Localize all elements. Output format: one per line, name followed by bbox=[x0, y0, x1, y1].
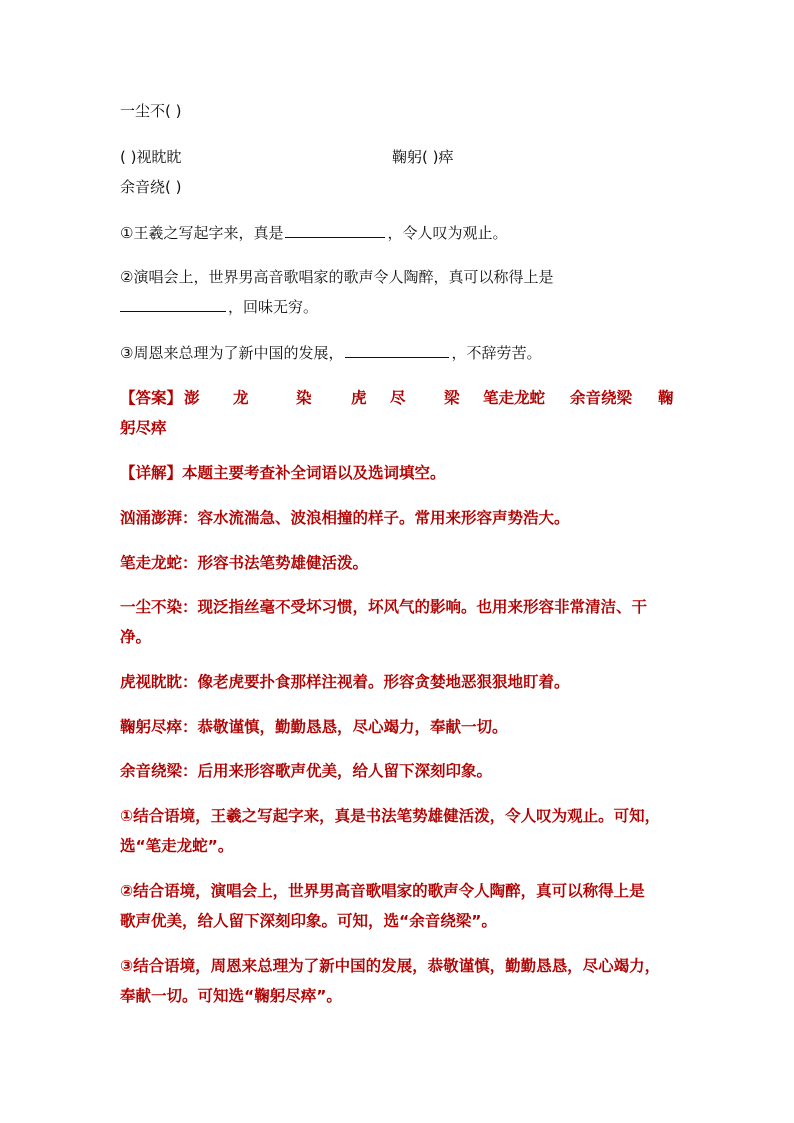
answer-item: 尽 bbox=[390, 389, 406, 407]
answer-blank bbox=[120, 297, 226, 312]
answer-item: 澎 bbox=[184, 389, 200, 407]
detail-paragraph-cont: 歌声优美，给人留下深刻印象。可知，选“余音绕梁”。 bbox=[120, 912, 497, 930]
detail-tag: 【详解】 bbox=[120, 464, 183, 482]
question-2-text-b: ，回味无穷。 bbox=[228, 298, 319, 316]
fill-blank-line-1: 一尘不( ) bbox=[120, 102, 182, 120]
answer-item: 余音绕梁 bbox=[570, 389, 633, 407]
detail-paragraph: 虎视眈眈：像老虎要扑食那样注视着。形容贪婪地恶狠狠地盯着。 bbox=[120, 673, 570, 691]
detail-paragraph: ③结合语境，周恩来总理为了新中国的发展，恭敬谨慎，勤勤恳恳，尽心竭力， bbox=[120, 957, 661, 975]
answer-tag: 【答案】 bbox=[120, 389, 183, 407]
detail-paragraph: 鞠躬尽瘁：恭敬谨慎，勤勤恳恳，尽心竭力，奉献一切。 bbox=[120, 718, 508, 736]
answer-item: 鞠 bbox=[658, 389, 674, 407]
question-1-text-a: ①王羲之写起字来，真是 bbox=[120, 224, 284, 242]
answer-item: 虎 bbox=[351, 389, 367, 407]
question-3-text-b: ，不辞劳苦。 bbox=[451, 344, 542, 362]
question-1 bbox=[120, 222, 507, 244]
detail-paragraph: 笔走龙蛇：形容书法笔势雄健活泼。 bbox=[120, 554, 369, 572]
fill-blank-line-3: 余音绕( ) bbox=[120, 178, 182, 196]
fill-blank-line-2a: ( )视眈眈 bbox=[120, 148, 182, 166]
detail-paragraph-cont: 奉献一切。可知选“鞠躬尽瘁”。 bbox=[120, 987, 342, 1005]
detail-paragraph: 余音绕梁：后用来形容歌声优美，给人留下深刻印象。 bbox=[120, 762, 493, 780]
fill-blank-line-2b: 鞠躬( )瘁 bbox=[392, 148, 454, 166]
question-1-text-b: ，令人叹为观止。 bbox=[387, 224, 508, 242]
answer-item: 染 bbox=[296, 389, 312, 407]
detail-paragraph: 汹涌澎湃：容水流湍急、波浪相撞的样子。常用来形容声势浩大。 bbox=[120, 509, 570, 527]
answer-item: 笔走龙蛇 bbox=[483, 389, 546, 407]
answer-item: 梁 bbox=[444, 389, 460, 407]
detail-paragraph-cont: 净。 bbox=[120, 628, 152, 646]
detail-paragraph: ②结合语境，演唱会上，世界男高音歌唱家的歌声令人陶醉，真可以称得上是 bbox=[120, 882, 645, 900]
answer-blank bbox=[345, 343, 449, 358]
detail-paragraph-cont: 选“笔走龙蛇”。 bbox=[120, 837, 234, 855]
answer-continuation: 躬尽瘁 bbox=[120, 419, 167, 437]
answer-blank bbox=[285, 223, 385, 238]
question-3 bbox=[120, 342, 541, 364]
question-2-line-1: ②演唱会上，世界男高音歌唱家的歌声令人陶醉，真可以称得上是 bbox=[120, 268, 554, 286]
detail-intro-text: 本题主要考查补全词语以及选词填空。 bbox=[182, 464, 446, 482]
detail-paragraph: 一尘不染：现泛指丝毫不受坏习惯，坏风气的影响。也用来形容非常清洁、干 bbox=[120, 598, 648, 616]
answer-item: 龙 bbox=[233, 389, 249, 407]
detail-intro bbox=[120, 462, 446, 484]
detail-paragraph: ①结合语境，王羲之写起字来，真是书法笔势雄健活泼，令人叹为观止。可知， bbox=[120, 807, 661, 825]
question-3-text-a: ③周恩来总理为了新中国的发展， bbox=[120, 344, 344, 362]
question-2-line-2 bbox=[120, 296, 318, 318]
